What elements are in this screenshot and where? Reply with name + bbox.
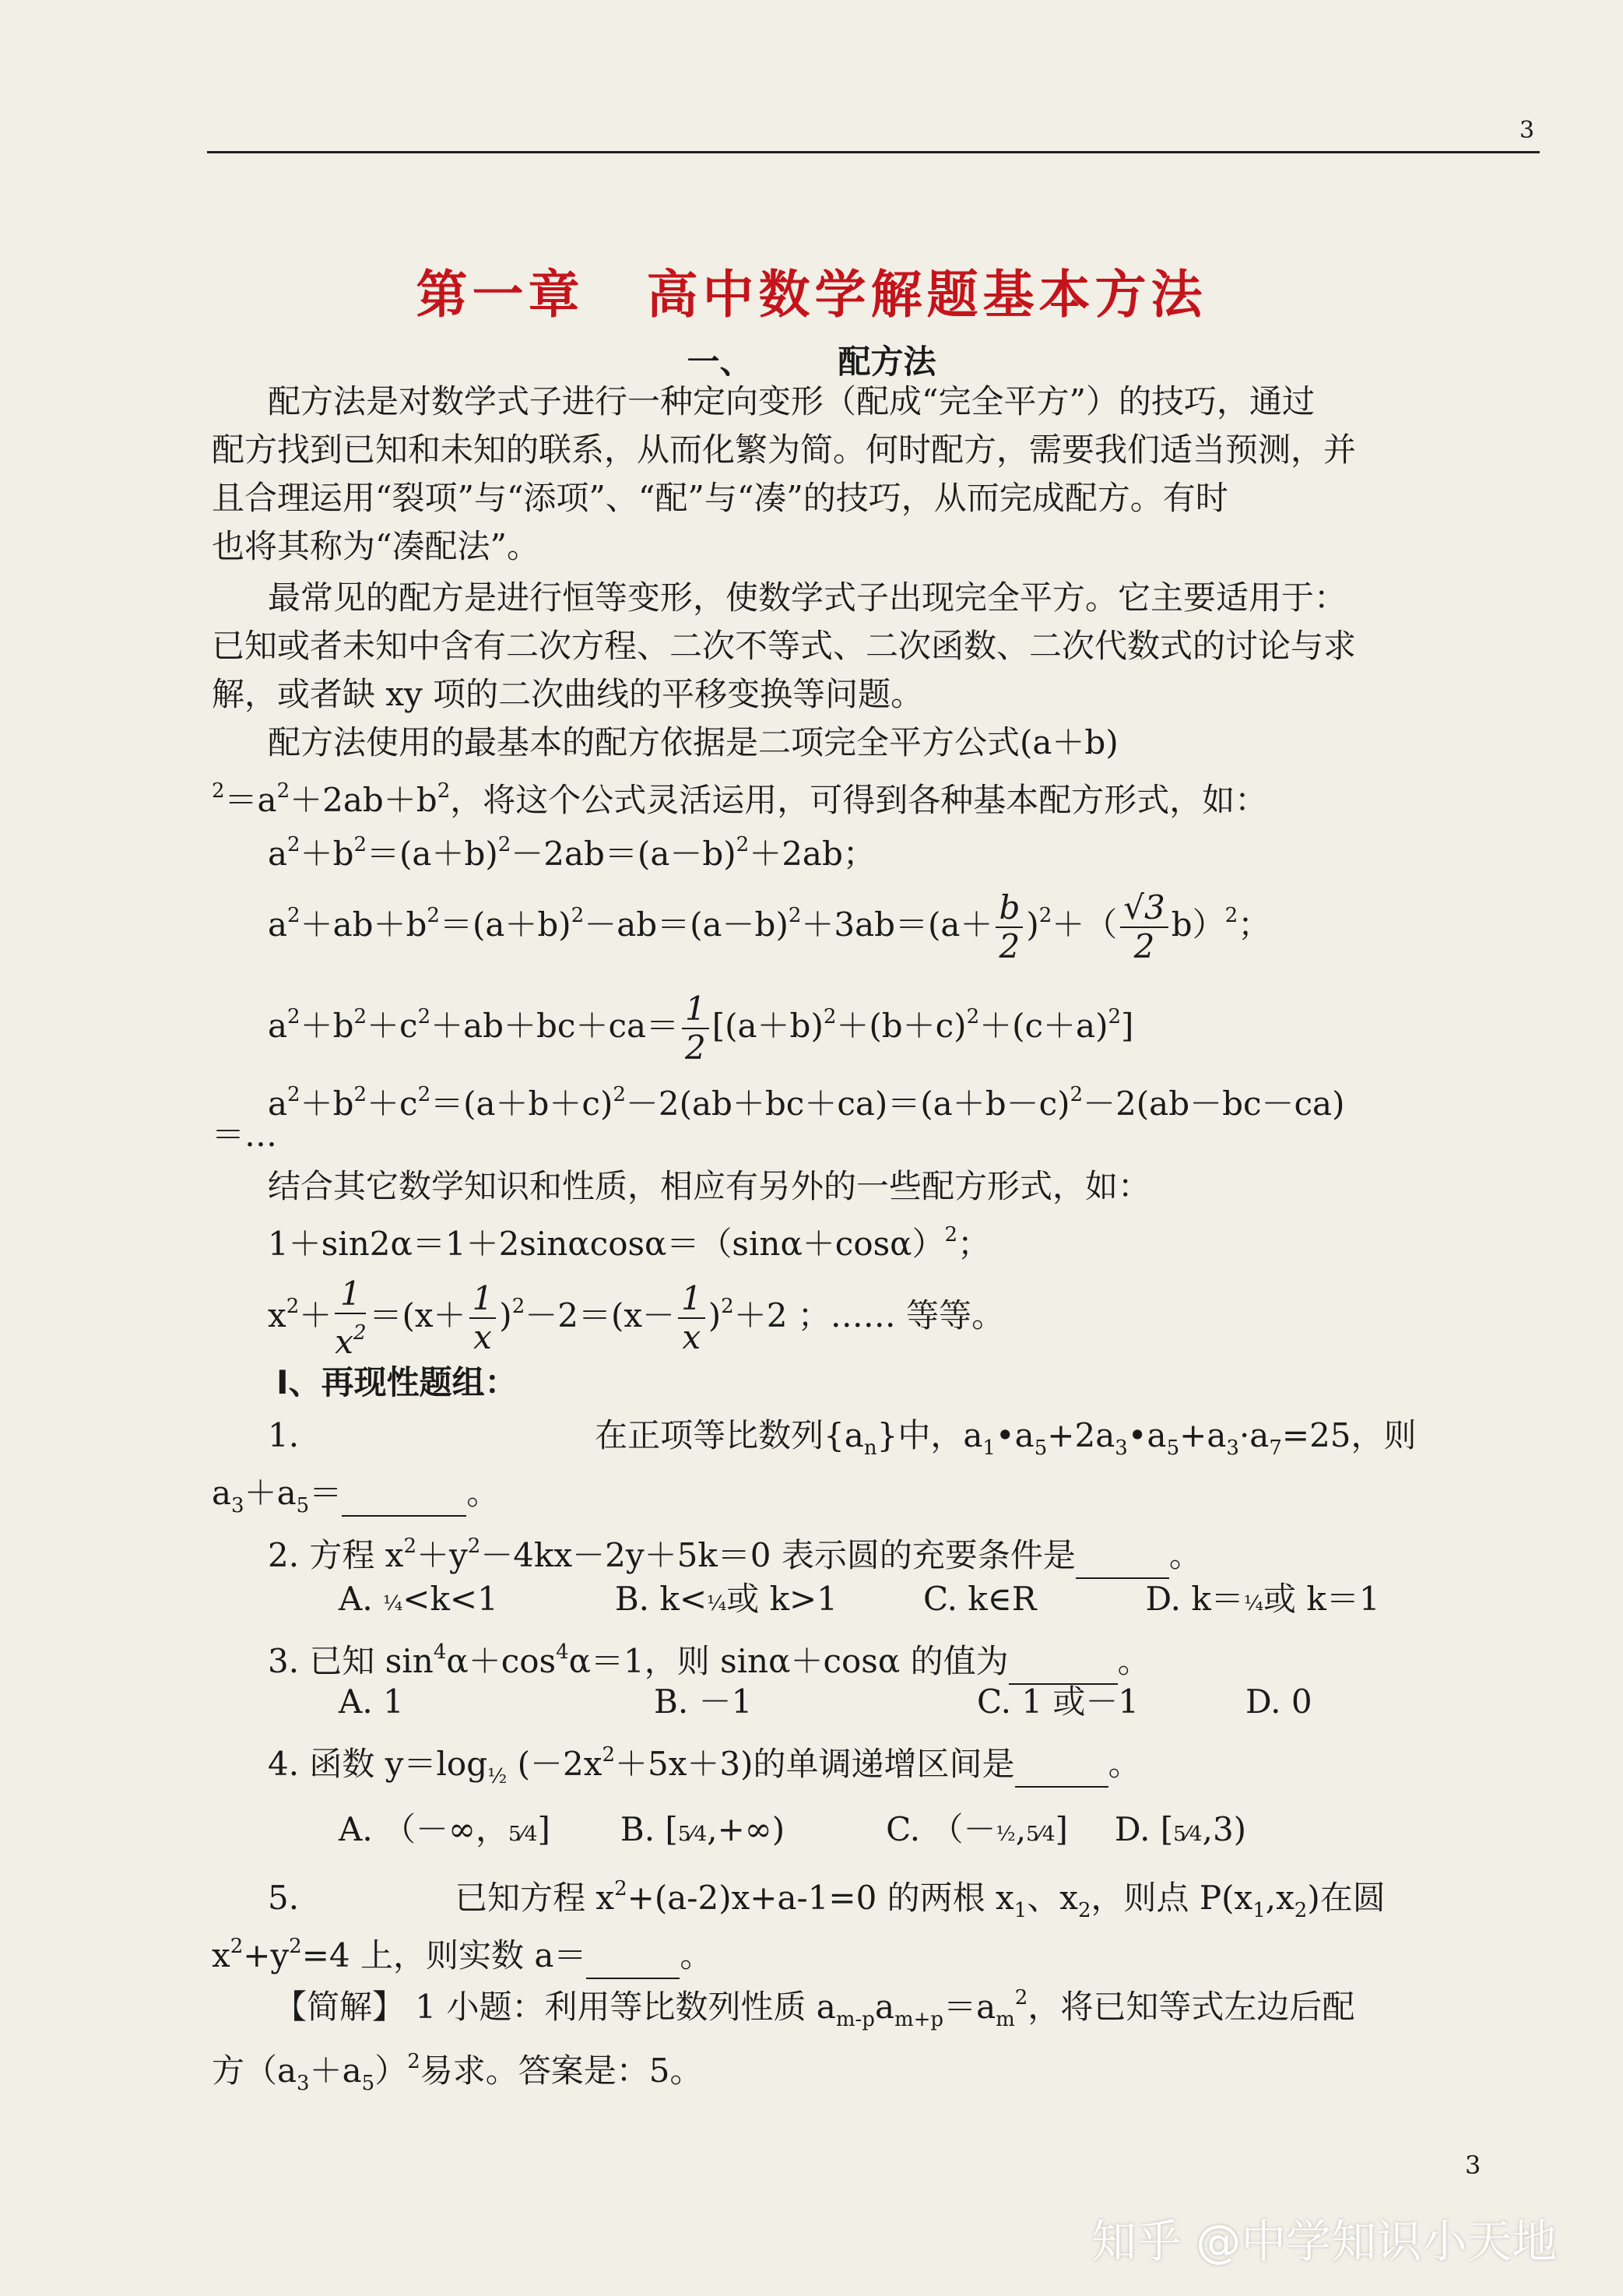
paragraph-line: 结合其它数学知识和性质，相应有另外的一些配方形式，如： xyxy=(268,1167,1151,1205)
paragraph-line: 最常见的配方是进行恒等变形，使数学式子出现完全平方。它主要适用于： xyxy=(268,578,1347,617)
problem-3-options xyxy=(339,1680,1553,1724)
formula-2: $a^2+ab+b^2=(a+b)^2-ab=(a-b)^2+3ab=(a+$ $\frac{b}{2}$ )$^2$＋（ $\frac{√3}{2}$ b）$^2$； xyxy=(268,888,1271,965)
paragraph-line: 解，或者缺 xy 项的二次曲线的平移变换等问题。 xyxy=(212,675,924,713)
problem-4-options: A. （－∞，5⁄4] B. [5⁄4,+∞) C. （－½,5⁄4] D. [5⁄4,3) xyxy=(339,1810,1247,1848)
problem-1-line-2: $a_3+a_5=$ 。 xyxy=(212,1471,1535,1528)
problem-2-options: A. ¼<k<1 B. k<¼或 k>1 C. k∈R D. k＝¼或 k＝1 xyxy=(339,1580,1380,1618)
problem-5: 5. 已知方程 $x^2+(a-2)x+a-1=0$ 的两根 $x_1$、$x_2$，则点 $P(x_1,x_2)$在圆 xyxy=(268,1877,1386,1922)
chapter-name: 高中数学解题基本方法 xyxy=(646,265,1207,325)
section-name: 配方法 xyxy=(838,343,936,381)
paragraph-line: 配方法使用的最基本的配方依据是二项完全平方公式(a＋b) xyxy=(268,723,1119,761)
problem-4: 4. 函数 $y=\log_{\frac{1}{2}}$ $(-2x^2+5x+3)$的单调递增区间是 。 xyxy=(268,1743,1141,1788)
watermark: 知乎 @中学知识小天地 xyxy=(1091,2215,1558,2268)
paragraph-line: 配方法是对数学式子进行一种定向变形（配成“完全平方”）的技巧，通过 xyxy=(268,382,1315,420)
solution-line-2: 方$(a_3+a_5)^2$易求。答案是：5。 xyxy=(212,2050,703,2095)
formula-4: $a^2+b^2+c^2=(a+b+c)^2-2(ab+bc+ca)=(a+b-c)^2-2(ab-bc-ca)$ xyxy=(268,1083,1345,1123)
paragraph-line: $^2=a^2+2ab+b^2$，将这个公式灵活运用，可得到各种基本配方形式，如： xyxy=(212,779,1268,819)
formula-4-cont: ＝… xyxy=(212,1116,278,1154)
page-number-bottom: 3 xyxy=(1465,2150,1481,2180)
paragraph-line: 且合理运用“裂项”与“添项”、“配”与“凑”的技巧，从而完成配方。有时 xyxy=(212,479,1228,517)
formula-3: $a^2+b^2+c^2+ab+bc+ca=$ $\frac{1}{2}$ $[(a+b)^2+(b+c)^2+(c+a)^2]$ xyxy=(268,990,1134,1067)
group-title: Ⅰ、再现性题组： xyxy=(276,1363,518,1401)
chapter-title xyxy=(0,253,1623,327)
problem-1-line: 1. 在正项等比数列$\{a_n\}$中，$a_1•a_5+2a_3•a_5+a_3\cdot a_7=25$，则 xyxy=(268,1416,1417,1460)
header-rule xyxy=(207,151,1540,153)
problem-5-line-2: $x^2+y^2=4$ 上，则实数 a＝ 。 xyxy=(212,1925,1535,1979)
solution-line-1: 【简解】 1 小题：利用等比数列性质 $a_{m-p}a_{m+p}=a_m^2$，将已知等式左边后配 xyxy=(274,1986,1355,2031)
page-number-top: 3 xyxy=(1519,117,1535,144)
paragraph-line: 已知或者未知中含有二次方程、二次不等式、二次函数、二次代数式的讨论与求 xyxy=(212,627,1357,665)
problem-2: 2. 方程 $x^2+y^2-4kx-2y+5k=0$ 表示圆的充要条件是 。 xyxy=(268,1524,1591,1579)
section-label: 一、 xyxy=(687,343,753,381)
paragraph-line: 也将其称为“凑配法”。 xyxy=(212,527,539,565)
problem-3: 3. 已知 $\sin^4\alpha+\cos^4\alpha=1$，则 sinα＋cosα 的值为 。 xyxy=(268,1630,1591,1685)
formula-5: $1+\sin 2\alpha=1+2\sin\alpha\cos\alpha=(\sin\alpha+\cos\alpha)^2$； xyxy=(268,1223,991,1263)
chapter-label: 第一章 xyxy=(416,265,585,325)
option-c: C. 1 或－1 xyxy=(977,1682,1140,1721)
section-title xyxy=(0,336,1623,383)
option-b: B. －1 xyxy=(654,1682,753,1721)
formula-6: $x^2+$ $\frac{1}{x^2}$ ＝(x＋ $\frac{1}{x}$ )$^2$－2＝(x－ $\frac{1}{x}$ )$^2$＋2 ；…… 等等。 xyxy=(268,1275,1005,1361)
option-a: A. 1 xyxy=(339,1682,404,1721)
paragraph-line: 配方找到已知和未知的联系，从而化繁为简。何时配方，需要我们适当预测，并 xyxy=(212,431,1357,469)
option-d: D. 0 xyxy=(1245,1682,1312,1721)
formula-1: $a^2+b^2=(a+b)^2-2ab=(a-b)^2+2ab$； xyxy=(268,833,876,873)
